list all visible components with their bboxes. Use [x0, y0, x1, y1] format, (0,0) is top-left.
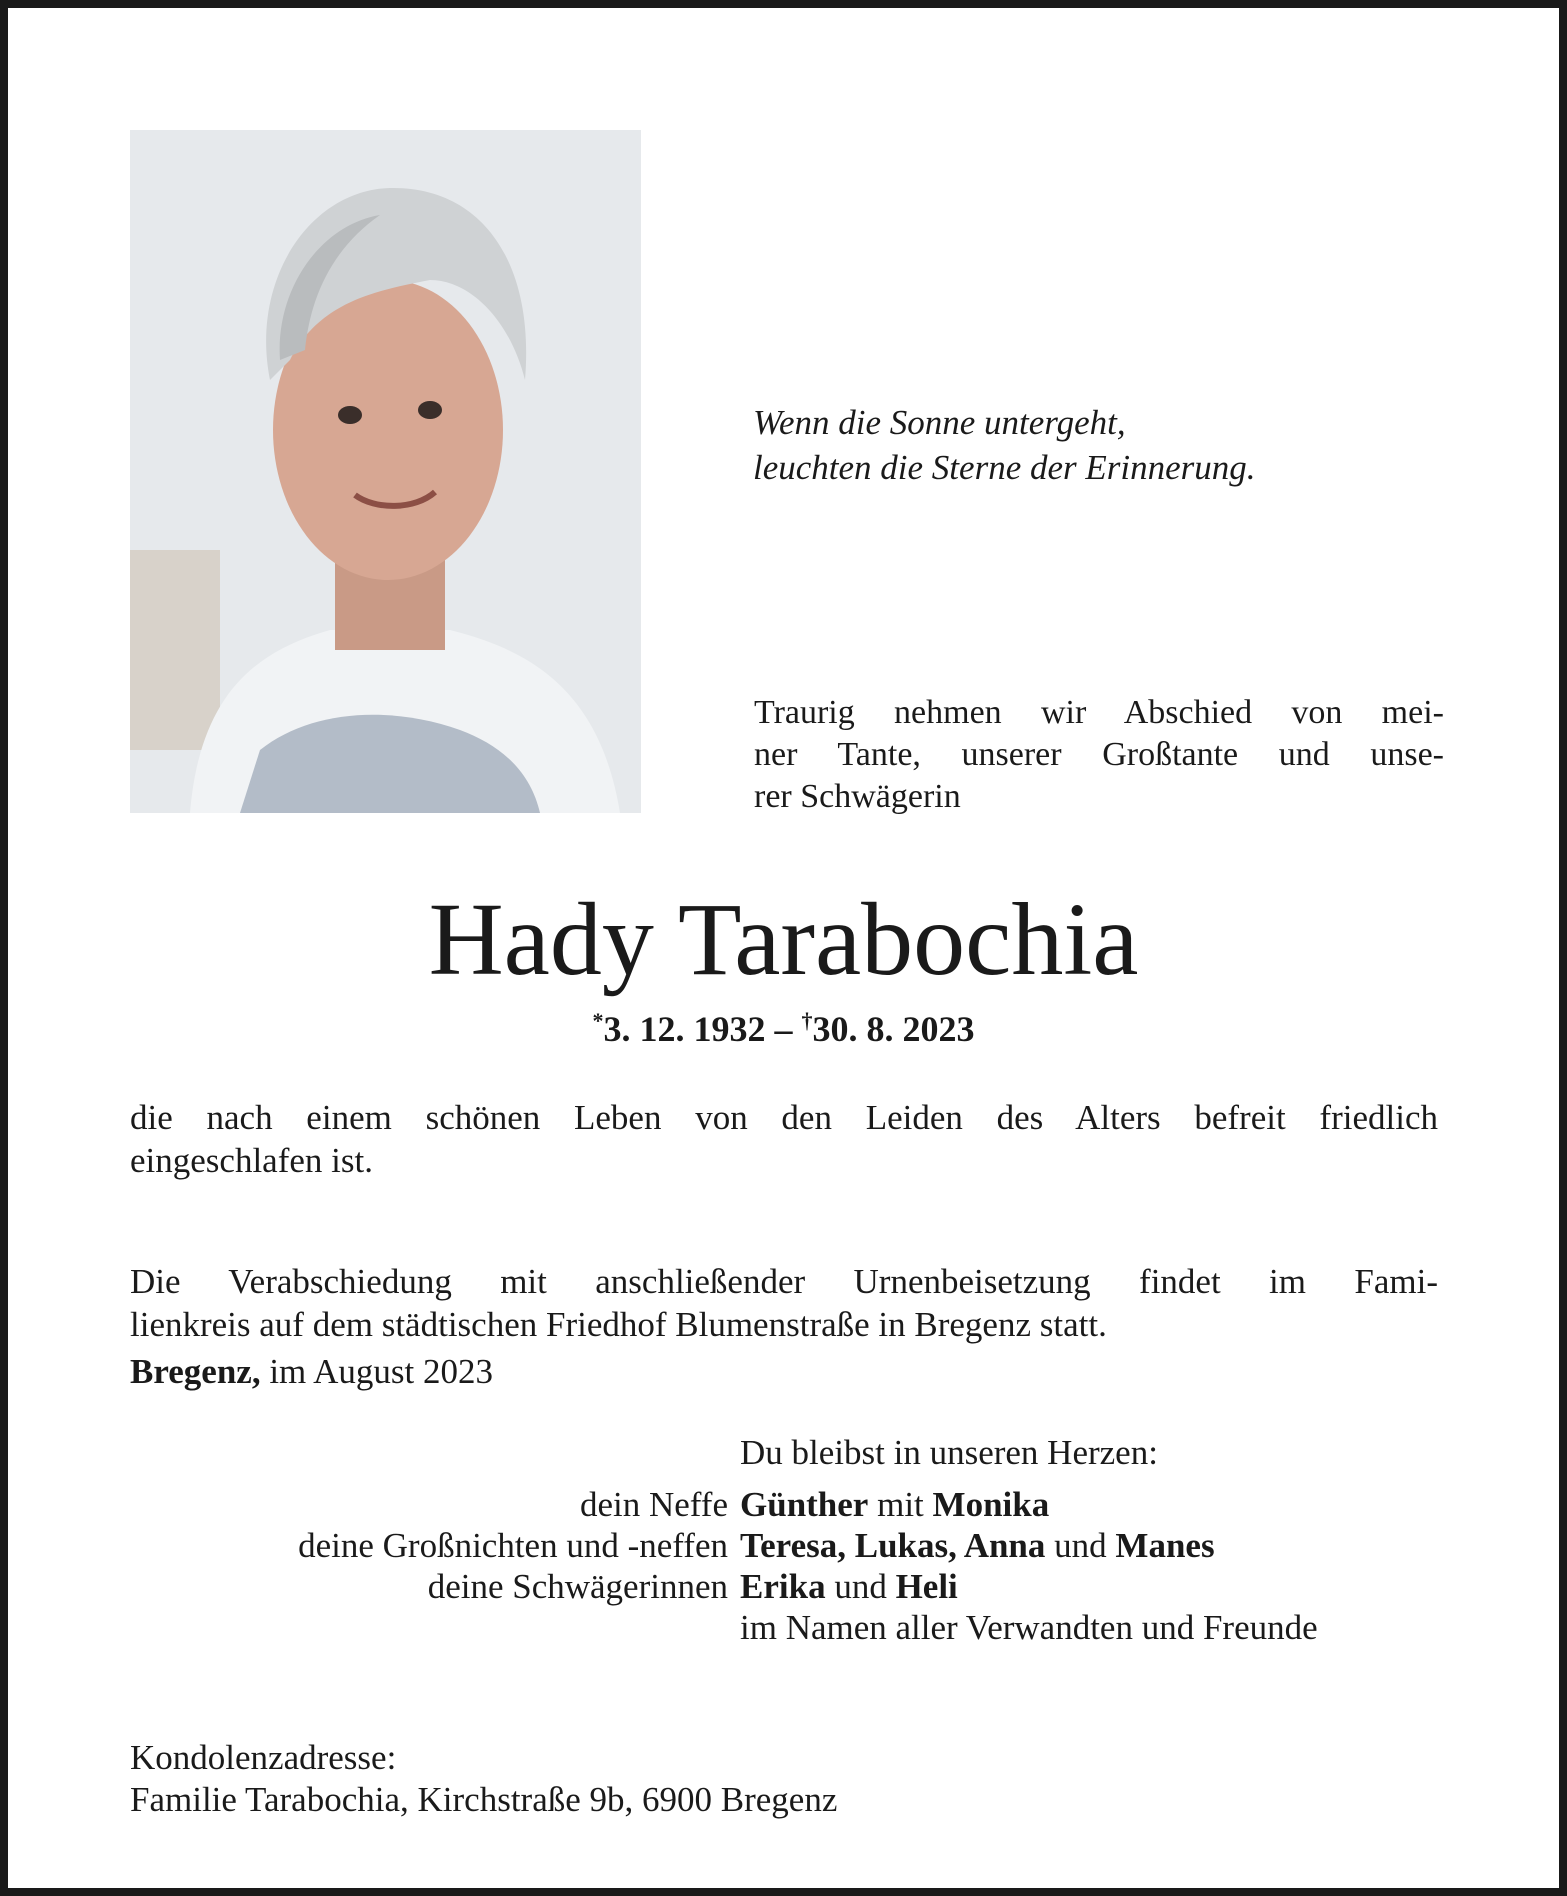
intro-line: rer Schwägerin: [754, 778, 961, 815]
condolence-address: [130, 1737, 837, 1821]
relative-name: Günther: [740, 1485, 869, 1524]
death-date: 30. 8. 2023: [812, 1009, 975, 1049]
place-city: Bregenz,: [130, 1352, 261, 1391]
name-joiner: und: [1045, 1526, 1116, 1565]
relative-name: Monika: [932, 1485, 1050, 1524]
relative-names: [740, 1566, 958, 1607]
birth-date: 3. 12. 1932: [603, 1009, 766, 1049]
relation-label: deine Schwägerinnen: [427, 1567, 728, 1606]
memorial-quote: [753, 400, 1256, 490]
name-joiner: und: [825, 1567, 896, 1606]
relative-names: [740, 1484, 1049, 1525]
quote-line: leuchten die Sterne der Erinnerung.: [753, 448, 1256, 487]
family-list: [130, 1484, 1450, 1648]
relation-label: dein Neffe: [579, 1485, 728, 1524]
paragraph-line: lienkreis auf dem städtischen Friedhof Blumenstraße in Bregenz statt.: [130, 1305, 1107, 1344]
family-row: [130, 1566, 1450, 1607]
intro-line: ner Tante, unserer Großtante und unse-: [754, 736, 1444, 773]
birth-symbol: *: [592, 1008, 604, 1033]
condolence-text: Familie Tarabochia, Kirchstraße 9b, 6900 Bregenz: [130, 1780, 838, 1819]
paragraph-passing: [130, 1096, 1438, 1182]
relation-label: [130, 1607, 740, 1648]
family-row: [130, 1484, 1450, 1525]
portrait-photo: [130, 130, 641, 813]
relative-name: Teresa, Lukas, Anna: [740, 1526, 1046, 1565]
relative-name: Heli: [895, 1567, 958, 1606]
paragraph-line: eingeschlafen ist.: [130, 1141, 373, 1180]
family-row: [130, 1525, 1450, 1566]
life-dates: [0, 1008, 1567, 1050]
family-closing: im Namen aller Verwandten und Freunde: [740, 1608, 1318, 1647]
deceased-name: Hady Tarabochia: [428, 882, 1139, 997]
death-symbol: †: [801, 1008, 813, 1033]
intro-line: Traurig nehmen wir Abschied von mei-: [754, 694, 1444, 731]
date-dash: –: [765, 1009, 802, 1049]
paragraph-line: die nach einem schönen Leben von den Leiden des Alters befreit friedlich: [130, 1098, 1438, 1137]
paragraph-line: Die Verabschiedung mit anschließender Urnenbeisetzung findet im Fami-: [130, 1262, 1438, 1301]
place-month: im August 2023: [260, 1352, 493, 1391]
heart-line: Du bleibst in unseren Herzen:: [740, 1433, 1158, 1472]
condolence-label: Kondolenzadresse:: [130, 1738, 397, 1777]
farewell-intro: [754, 692, 1444, 818]
name-joiner: mit: [868, 1485, 933, 1524]
quote-line: Wenn die Sonne untergeht,: [753, 403, 1126, 442]
relative-name: Erika: [740, 1567, 826, 1606]
paragraph-ceremony: [130, 1260, 1438, 1346]
relation-label: deine Großnichten und -neffen: [298, 1526, 728, 1565]
family-row: [130, 1607, 1450, 1648]
relative-names: [740, 1525, 1215, 1566]
relative-name: Manes: [1115, 1526, 1215, 1565]
place-date: [130, 1352, 493, 1392]
